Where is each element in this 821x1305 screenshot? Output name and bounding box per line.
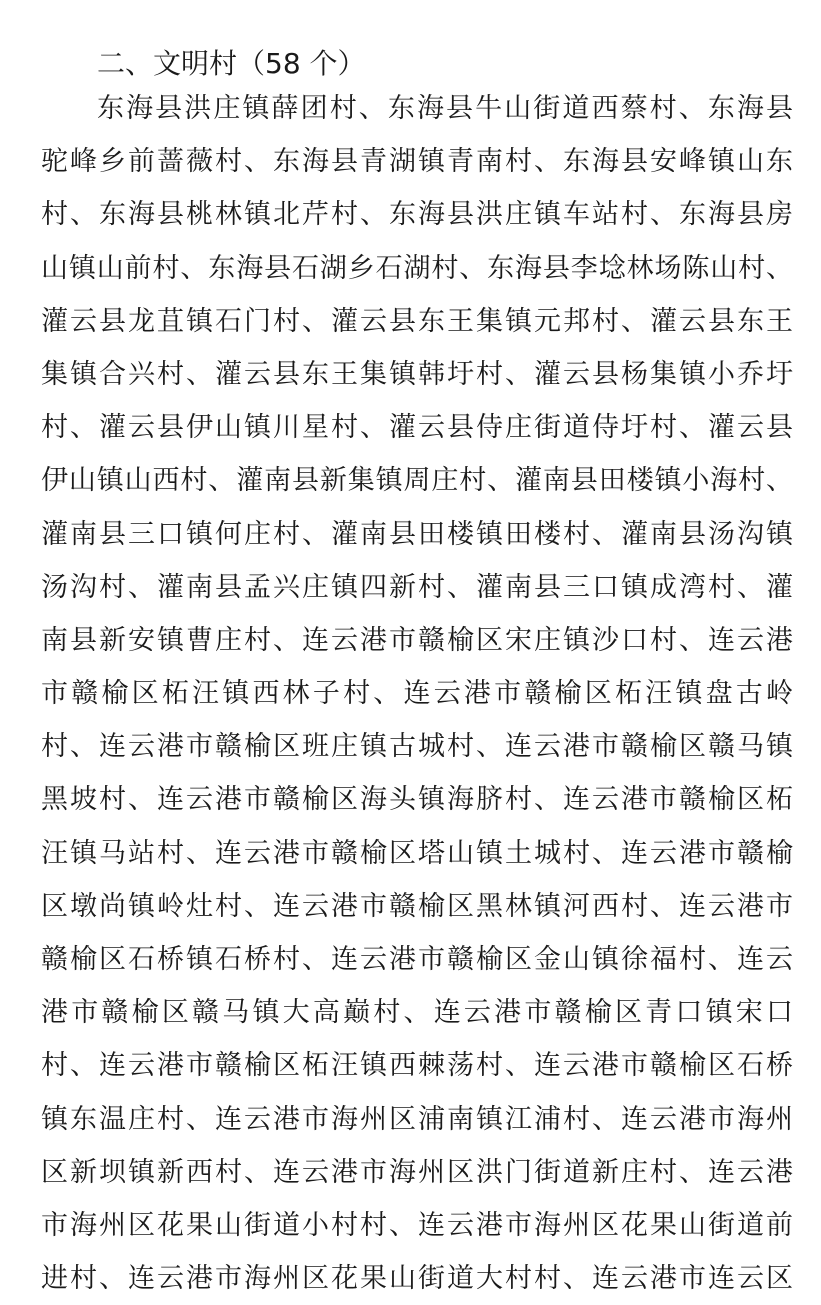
paragraph-line: 山镇山前村、东海县石湖乡石湖村、东海县李埝林场陈山村、 [41, 252, 793, 284]
paragraph-line: 进村、连云港市海州区花果山街道大村村、连云港市连云区 [41, 1263, 793, 1295]
paragraph-line: 村、灌云县伊山镇川星村、灌云县侍庄街道侍圩村、灌云县 [41, 412, 793, 444]
paragraph-line: 汪镇马站村、连云港市赣榆区塔山镇土城村、连云港市赣榆 [41, 837, 793, 869]
paragraph-line: 市赣榆区柘汪镇西林子村、连云港市赣榆区柘汪镇盘古岭 [41, 678, 793, 710]
paragraph-line: 伊山镇山西村、灌南县新集镇周庄村、灌南县田楼镇小海村、 [41, 465, 793, 497]
paragraph-line: 市海州区花果山街道小村村、连云港市海州区花果山街道前 [41, 1209, 793, 1241]
paragraph-line: 东海县洪庄镇薛团村、东海县牛山街道西蔡村、东海县 [97, 93, 793, 124]
paragraph-line: 村、连云港市赣榆区柘汪镇西棘荡村、连云港市赣榆区石桥 [41, 1050, 793, 1082]
paragraph-line: 灌南县三口镇何庄村、灌南县田楼镇田楼村、灌南县汤沟镇 [41, 518, 793, 550]
paragraph-line: 南县新安镇曹庄村、连云港市赣榆区宋庄镇沙口村、连云港 [41, 624, 793, 656]
paragraph-line: 区墩尚镇岭灶村、连云港市赣榆区黑林镇河西村、连云港市 [41, 890, 793, 922]
paragraph-line: 黑坡村、连云港市赣榆区海头镇海脐村、连云港市赣榆区柘 [41, 784, 793, 816]
paragraph-line: 港市赣榆区赣马镇大高巅村、连云港市赣榆区青口镇宋口 [41, 997, 793, 1029]
section-heading: 二、文明村（58 个） [97, 47, 366, 80]
paragraph-line: 赣榆区石桥镇石桥村、连云港市赣榆区金山镇徐福村、连云 [41, 944, 793, 975]
paragraph-line: 村、连云港市赣榆区班庄镇古城村、连云港市赣榆区赣马镇 [41, 731, 793, 763]
paragraph-line: 镇东温庄村、连云港市海州区浦南镇江浦村、连云港市海州 [41, 1103, 793, 1135]
paragraph-line: 驼峰乡前蔷薇村、东海县青湖镇青南村、东海县安峰镇山东 [41, 146, 793, 178]
paragraph-line: 集镇合兴村、灌云县东王集镇韩圩村、灌云县杨集镇小乔圩 [41, 358, 793, 390]
paragraph-line: 灌云县龙苴镇石门村、灌云县东王集镇元邦村、灌云县东王 [41, 305, 793, 337]
village-list-paragraph [41, 82, 793, 1305]
paragraph-line: 汤沟村、灌南县孟兴庄镇四新村、灌南县三口镇成湾村、灌 [41, 571, 793, 603]
paragraph-line: 区新坝镇新西村、连云港市海州区洪门街道新庄村、连云港 [41, 1156, 793, 1188]
paragraph-line: 村、东海县桃林镇北芹村、东海县洪庄镇车站村、东海县房 [41, 199, 793, 231]
